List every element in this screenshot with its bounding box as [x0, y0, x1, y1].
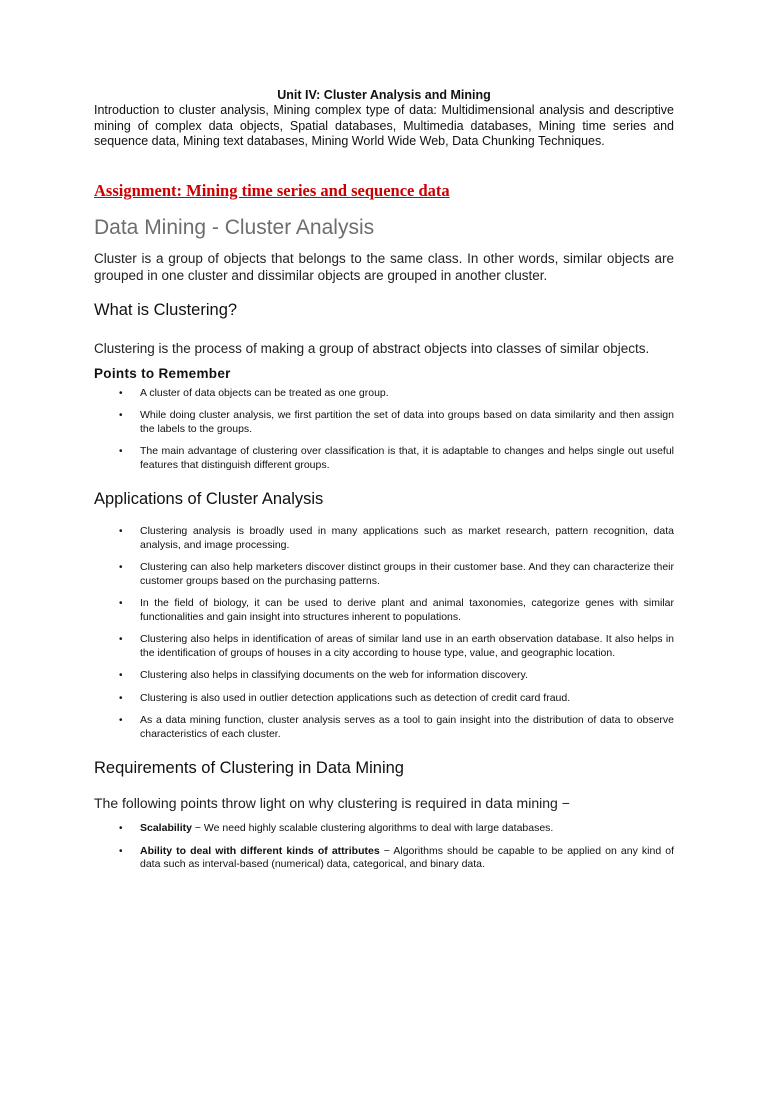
requirements-heading: Requirements of Clustering in Data Mining	[94, 759, 404, 777]
requirement-description: − Algorithms should be capable to be applied on any kind of data such as interval-based (numerical) data, categorical, and binary data.	[140, 844, 674, 870]
assignment-heading: Assignment: Mining time series and sequence data	[94, 180, 450, 200]
list-item	[94, 822, 674, 836]
what-is-heading: What is Clustering?	[94, 300, 238, 319]
document-page	[0, 87, 768, 1111]
main-heading: Data Mining - Cluster Analysis	[94, 215, 375, 239]
list-item	[94, 445, 674, 472]
what-is-paragraph: Clustering is the process of making a group of abstract objects into classes of similar objects.	[94, 340, 650, 356]
bullet-icon: •	[119, 446, 123, 457]
applications-heading: Applications of Cluster Analysis	[94, 490, 324, 508]
bullet-icon: •	[119, 845, 123, 857]
list-item	[94, 845, 674, 872]
list-item	[94, 387, 674, 401]
list-item-text: Clustering analysis is broadly used in many applications such as market research, pattern recognition, data analysis, and image processing.	[140, 525, 674, 551]
bullet-icon: •	[119, 634, 123, 645]
requirement-term: Scalability	[140, 822, 192, 834]
bullet-icon: •	[119, 387, 123, 399]
applications-list	[94, 525, 674, 741]
bullet-icon: •	[119, 715, 123, 726]
list-item-text: Clustering also helps in identification of areas of similar land use in an earth observation database. It also helps in the identification of groups of houses in a city according to house type, value, and geographic location.	[140, 633, 674, 659]
list-item-text: The main advantage of clustering over classification is that, it is adaptable to changes and helps single out useful features that distinguish different groups.	[140, 445, 674, 471]
unit-title: Unit IV: Cluster Analysis and Mining	[277, 88, 491, 102]
requirements-list	[94, 822, 674, 872]
list-item	[94, 633, 674, 660]
list-item-text: In the field of biology, it can be used to derive plant and animal taxonomies, categorize genes with similar functionalities and gain insight into structures inherent to populations.	[140, 597, 674, 623]
main-paragraph: Cluster is a group of objects that belongs to the same class. In other words, similar objects are grouped in one cluster and dissimilar objects are grouped in another cluster.	[94, 250, 674, 283]
list-item-text: A cluster of data objects can be treated as one group.	[140, 386, 389, 399]
requirements-intro: The following points throw light on why clustering is required in data mining −	[94, 795, 570, 811]
list-item	[94, 409, 674, 436]
list-item	[94, 669, 674, 683]
bullet-icon: •	[119, 670, 123, 681]
list-item-text: Clustering is also used in outlier detection applications such as detection of credit card fraud.	[140, 691, 571, 704]
list-item-text: Clustering can also help marketers discover distinct groups in their customer base. And they can characterize their customer groups based on the purchasing patterns.	[140, 561, 674, 587]
bullet-icon: •	[119, 692, 123, 704]
bullet-icon: •	[119, 410, 123, 421]
list-item-text: Clustering also helps in classifying documents on the web for information discovery.	[140, 669, 528, 681]
list-item-text	[140, 845, 674, 872]
list-item-text: As a data mining function, cluster analysis serves as a tool to gain insight into the distribution of data to observe characteristics of each cluster.	[140, 714, 674, 740]
list-item	[94, 692, 674, 706]
bullet-icon: •	[119, 562, 123, 573]
bullet-icon: •	[119, 526, 123, 537]
list-item	[94, 561, 674, 588]
points-list	[94, 387, 674, 473]
requirement-term: Ability to deal with different kinds of attributes	[140, 844, 380, 857]
list-item-text: While doing cluster analysis, we first partition the set of data into groups based on data similarity and then assign the labels to the groups.	[140, 409, 674, 435]
requirement-description: − We need highly scalable clustering algorithms to deal with large databases.	[191, 822, 554, 834]
list-item	[94, 525, 674, 552]
points-heading: Points to Remember	[94, 365, 231, 381]
bullet-icon: •	[119, 823, 123, 834]
list-item-text	[140, 822, 674, 836]
bullet-icon: •	[119, 598, 123, 609]
list-item	[94, 714, 674, 741]
intro-paragraph: Introduction to cluster analysis, Mining complex type of data: Multidimensional analysis and descriptive mining of complex data objects, Spatial databases, Multimedia databases, Mining time series and sequence data, Mining text databases, Mining World Wide Web, Data Chunking Techniques.	[94, 103, 674, 148]
list-item	[94, 597, 674, 624]
